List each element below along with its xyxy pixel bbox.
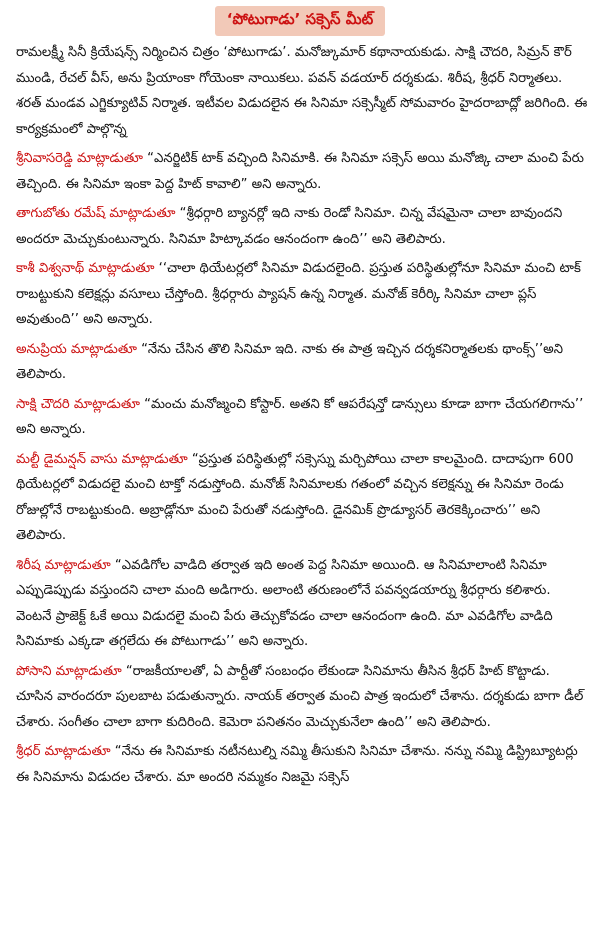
quote-text: “ఎనర్జిటిక్ టాక్ వచ్చింది సినిమాకి. ఈ సినిమా సక్సెస్ అయి మనోజ్కి చాలా మంచి పేరు తెచ్చింది. ఈ సినిమా ఇంకా పెద్ద హిట్ కావాలి” అని అన్నారు. (16, 151, 584, 192)
quote-paragraph-sridhar (16, 739, 590, 790)
speaker-name: శ్రీధర్ మాట్లాడుతూ (16, 744, 111, 759)
article-title: ‘పోటుగాడు’ సక్సెస్ మీట్ (215, 6, 385, 36)
quote-paragraph-posani (16, 659, 590, 736)
speaker-name: శిరీష మాట్లాడుతూ (16, 557, 111, 573)
quote-text: “మంచు మనోజ్మంచి కోస్టార్. అతని కో ఆపరేషన్తో డాన్సులు కూడా బాగా చేయగలిగాను’’ అని అన్నారు. (16, 396, 584, 437)
article-body (0, 40, 600, 790)
speaker-name: శ్రీనివాసరెడ్డి మాట్లాడుతూ (16, 151, 143, 166)
quote-paragraph-kashi-viswanath (16, 256, 590, 333)
speaker-name: కాశీ విశ్వనాథ్ మాట్లాడుతూ (16, 261, 155, 276)
speaker-name: సాక్షి చౌదరి మాట్లాడుతూ (16, 396, 140, 412)
quote-text: “నేను చేసిన తొలి సినిమా ఇది. నాకు ఈ పాత్ర ఇచ్చిన దర్శకనిర్మాతలకు థాంక్స్’’అని తెలిపారు. (16, 341, 563, 382)
title-bar (0, 0, 600, 40)
quote-text: “శ్రీధర్గారి బ్యానర్లో ఇది నాకు రెండో సినిమా. చిన్న వేషమైనా చాలా బావుందని అందరూ మెచ్చుకుంటున్నారు. సినిమా హిట్కావడం ఆనందంగా ఉంది’’ అని తెలిపారు. (16, 206, 563, 247)
speaker-name: పోసాని మాట్లాడుతూ (16, 663, 122, 679)
speaker-name: మల్టీ డైమన్షన్ వాసు మాట్లాడుతూ (16, 451, 188, 467)
quote-text: “రాజకీయాలతో, ఏ పార్టీతో సంబంధం లేకుండా సినిమాను తీసిన శ్రీధర్ హిట్ కొట్టాడు. చూసిన వారందరూ పులబాట పడుతున్నారు. నాయక్ తర్వాత మంచి పాత్ర ఇందులో చేశాను. దర్శకుడు బాగా డీల్ చేశారు. సంగీతం చాలా బాగా కుదిరింది. కెమెరా పనితనం మెచ్చుకునేలా ఉంది’’ అని తెలిపారు. (16, 663, 584, 730)
intro-paragraph: రామలక్ష్మీ సినీ క్రియేషన్స్ నిర్మించిన చిత్రం ‘పోటుగాడు’. మనోజ్కుమార్ కథానాయకుడు. సాక్షి చౌదరి, సిమ్రన్ కౌర్ ముండి, రేచల్ వీస్, అను ప్రియాంకా గోయెంకా నాయికలు. పవన్ వడయార్ దర్శకుడు. శిరీష, శ్రీధర్ నిర్మాతలు. శరత్ మండవ ఎగ్జిక్యూటివ్ నిర్మాత. ఇటీవల విడుదలైన ఈ సినిమా సక్సెస్మీట్ సోమవారం హైదరాబాద్లో జరిగింది. ఈ కార్యక్రమంలో పాల్గొన్న (16, 45, 588, 137)
quote-paragraph-srinivasareddy (16, 146, 590, 197)
quote-paragraph-anupriya (16, 337, 590, 388)
quote-paragraph-sirisha (16, 553, 590, 655)
speaker-name: అనుప్రియ మాట్లాడుతూ (16, 341, 137, 357)
quote-text: “ప్రస్తుత పరిస్థితుల్లో సక్సెస్ను మర్చిపోయి చాలా కాలమైంది. దాదాపుగా 600 థియేటర్లలో విడుదలై మంచి టాక్తో నడుస్తోంది. మనోజ్ సినిమాలకు గతంలో వచ్చిన కలెక్షన్ను ఈ సినిమా రెండు రోజుల్లోనే రాబట్టుకుంది. అబ్రాడ్లోనూ మంచి పేరుతో నడుస్తోంది. డైనమిక్ ప్రొడ్యూసర్ తెరకెక్కించారు’’ అని తెలిపారు. (16, 451, 574, 543)
quote-text: “నేను ఈ సినిమాకు నటీనటుల్ని నమ్మి తీసుకుని సినిమా చేశాను. నన్ను నమ్మి డిస్ట్రిబ్యూటర్లు ఈ సినిమాను విడుదల చేశారు. మా అందరి నమ్మకం నిజమై సక్సెస్ (16, 744, 578, 785)
speaker-name: తాగుబోతు రమేష్ మాట్లాడుతూ (16, 206, 176, 221)
quote-text: ‘‘చాలా థియేటర్లలో సినిమా విడుదలైంది. ప్రస్తుత పరిస్థితుల్లోనూ సినిమా మంచి టాక్ రాబట్టుకుని కలెక్షన్లు వసూలు చేస్తోంది. శ్రీధర్గారు ప్యాషన్ ఉన్న నిర్మాత. మనోజ్ కెరీర్కి సినిమా చాలా ప్లస్ అవుతుంది’’ అని అన్నారు. (16, 261, 581, 327)
quote-paragraph-sakshi (16, 392, 590, 443)
quote-text: “ఎవడిగోల వాడిది తర్వాత ఇది అంత పెద్ద సినిమా అయింది. ఆ సినిమాలాంటి సినిమా ఎప్పుడెప్పుడు వస్తుందని చాలా మంది అడిగారు. అలాంటి తరుణంలోనే పవన్వడయార్ను శ్రీధర్గారు కలిశారు. వెంటనే ప్రాజెక్ట్ ఓకే అయి విడుదలై మంచి పేరు తెచ్చుకోవడం చాలా ఆనందంగా ఉంది. మా ఎవడిగోల వాడిది సినిమాకు ఎక్కడా తగ్గలేదు ఈ పోటుగాడు’’ అని అన్నారు. (16, 557, 553, 649)
quote-paragraph-vasu (16, 447, 590, 549)
quote-paragraph-ramesh (16, 201, 590, 252)
